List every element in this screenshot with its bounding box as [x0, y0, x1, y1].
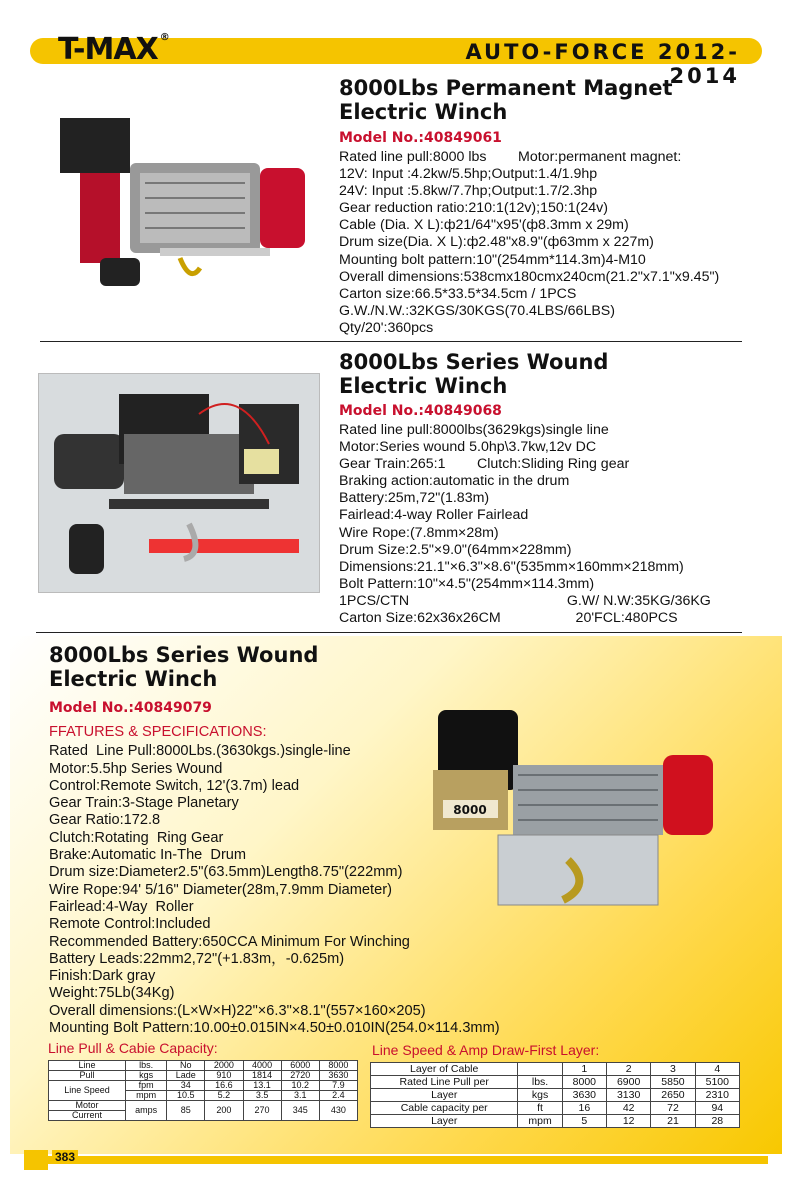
table-cell: 34: [167, 1081, 205, 1091]
spec-line: Gear Train:3-Stage Planetary: [49, 795, 239, 812]
table-line-speed: [370, 1062, 740, 1128]
spec-line: Fairlead:4-Way Roller: [49, 898, 194, 915]
spec-line: Drum size:Diameter2.5"(63.5mm)Length8.75"(222mm): [49, 864, 403, 881]
spec-line: Overall dimensions:(L×W×H)22"×6.3"×8.1"(557×160×205): [49, 1002, 426, 1019]
spec-line: Gear Ratio:172.8: [49, 812, 161, 829]
spec-line: Dimensions:21.1"×6.3"×8.6"(535mm×160mm×218mm): [339, 558, 684, 575]
spec-line: Motor:5.5hp Series Wound: [49, 760, 223, 777]
table-cell: 5100: [695, 1076, 739, 1089]
table-cell: 1: [562, 1063, 606, 1076]
table-cell: mpm: [126, 1091, 167, 1101]
table-cell: 200: [205, 1101, 243, 1121]
divider: [36, 632, 742, 633]
table-row: [49, 1071, 358, 1081]
table-cell: Lade: [167, 1071, 205, 1081]
table-cell: Pull: [49, 1071, 126, 1081]
table-cell: [518, 1063, 562, 1076]
table-cell: Layer of Cable: [371, 1063, 518, 1076]
table-2-title: Line Speed & Amp Draw-First Layer:: [372, 1042, 600, 1058]
table-cell: Motor: [49, 1101, 126, 1111]
spec-line: Remote Control:Included: [49, 916, 211, 933]
footer-tab: [24, 1150, 48, 1170]
product-3-model: Model No.:40849079: [49, 700, 212, 716]
product-2-title-line2: Electric Winch: [339, 374, 508, 398]
table-cell: 2: [607, 1063, 651, 1076]
table-cell: 8000: [319, 1061, 357, 1071]
table-cell: 16: [562, 1102, 606, 1115]
divider: [40, 341, 742, 342]
spec-line: Qty/20':360pcs: [339, 319, 434, 336]
spec-line: Carton Size:62x36x26CM 20'FCL:480PCS: [339, 610, 678, 627]
spec-line: Drum Size:2.5"×9.0"(64mm×228mm): [339, 541, 572, 558]
spec-line: Weight:75Lb(34Kg): [49, 985, 175, 1002]
table-cell: mpm: [518, 1115, 562, 1128]
spec-line: Wire Rope:94' 5/16" Diameter(28m,7.9mm Diameter): [49, 881, 392, 898]
features-title: FFATURES & SPECIFICATIONS:: [49, 724, 267, 740]
spec-line: 12V: Input :4.2kw/5.5hp;Output:1.4/1.9hp: [339, 166, 598, 183]
spec-line: G.W./N.W.:32KGS/30KGS(70.4LBS/66LBS): [339, 302, 615, 319]
table-cell: 8000: [562, 1076, 606, 1089]
table-cell: Rated Line Pull per: [371, 1076, 518, 1089]
table-row: [371, 1115, 740, 1128]
spec-line: Rated line pull:8000 lbs Motor:permanent magnet:: [339, 149, 682, 165]
table-cell: 2650: [651, 1089, 695, 1102]
spec-line: Finish:Dark gray: [49, 968, 156, 985]
spec-line: Rated line pull:8000lbs(3629kgs)single line: [339, 422, 609, 438]
table-cell: Line: [49, 1061, 126, 1071]
table-cell: 2000: [205, 1061, 243, 1071]
table-cell: 3630: [319, 1071, 357, 1081]
table-cell: 345: [281, 1101, 319, 1121]
product-2: [339, 350, 779, 627]
spec-line: 24V: Input :5.8kw/7.7hp;Output:1.7/2.3hp: [339, 183, 598, 200]
table-row: [371, 1089, 740, 1102]
table-cell: 5.2: [205, 1091, 243, 1101]
table-cell: 1814: [243, 1071, 281, 1081]
product-2-title-line1: 8000Lbs Series Wound: [339, 350, 609, 374]
spec-line: Fairlead:4-way Roller Fairlead: [339, 507, 529, 524]
table-row: [49, 1101, 358, 1111]
table-cell: No: [167, 1061, 205, 1071]
table-cell: 94: [695, 1102, 739, 1115]
spec-line: Rated Line Pull:8000Lbs.(3630kgs.)single-line: [49, 743, 351, 760]
spec-line: Brake:Automatic In-The Drum: [49, 847, 247, 864]
table-cell: ft: [518, 1102, 562, 1115]
table-cell: 5: [562, 1115, 606, 1128]
table-row: [371, 1063, 740, 1076]
table-cell: 5850: [651, 1076, 695, 1089]
table-row: [371, 1076, 740, 1089]
table-cell: kgs: [518, 1089, 562, 1102]
table-row: [371, 1102, 740, 1115]
table-cell: 6000: [281, 1061, 319, 1071]
product-3-title-line1: 8000Lbs Series Wound: [49, 643, 319, 667]
spec-line: Drum size(Dia. X L):ф2.48"x8.9"(ф63mm x 227m): [339, 234, 654, 251]
table-cell: amps: [126, 1101, 167, 1121]
table-cell: 2310: [695, 1089, 739, 1102]
table-cell: Layer: [371, 1115, 518, 1128]
product-3-drum-label: 8000: [453, 803, 487, 817]
table-cell: 2720: [281, 1071, 319, 1081]
product-2-model: Model No.:40849068: [339, 403, 502, 419]
footer-bar: [24, 1156, 768, 1164]
table-cell: 42: [607, 1102, 651, 1115]
product-photo-2: [38, 373, 320, 593]
table-cell: 4000: [243, 1061, 281, 1071]
spec-line: Gear Train:265:1 Clutch:Sliding Ring gear: [339, 456, 630, 473]
table-cell: 3630: [562, 1089, 606, 1102]
spec-line: Control:Remote Switch, 12'(3.7m) lead: [49, 777, 300, 794]
spec-line: Clutch:Rotating Ring Gear: [49, 829, 224, 846]
table-cell: Line Speed: [49, 1081, 126, 1101]
spec-line: Battery:25m,72"(1.83m): [339, 490, 490, 507]
table-cell: lbs.: [518, 1076, 562, 1089]
table-line-pull: [48, 1060, 358, 1121]
spec-line: Cable (Dia. X L):ф21/64"x95'(ф8.3mm x 29m): [339, 217, 629, 234]
spec-line: 1PCS/CTN G.W/ N.W:35KG/36KG: [339, 592, 711, 609]
spec-line: Recommended Battery:650CCA Minimum For Winching: [49, 933, 410, 950]
table-cell: 10.5: [167, 1091, 205, 1101]
table-cell: 3.1: [281, 1091, 319, 1101]
table-row: [49, 1081, 358, 1091]
table-cell: 7.9: [319, 1081, 357, 1091]
spec-line: Battery Leads:22mm2,72"(+1.83m，-0.625m): [49, 950, 345, 967]
product-1-model: Model No.:40849061: [339, 130, 502, 146]
table-cell: 12: [607, 1115, 651, 1128]
spec-line: Motor:Series wound 5.0hp\3.7kw,12v DC: [339, 439, 597, 456]
table-cell: Current: [49, 1111, 126, 1121]
table-cell: 85: [167, 1101, 205, 1121]
table-cell: 2.4: [319, 1091, 357, 1101]
table-cell: 3: [651, 1063, 695, 1076]
table-cell: 430: [319, 1101, 357, 1121]
product-1-title-line2: Electric Winch: [339, 100, 508, 124]
table-cell: 72: [651, 1102, 695, 1115]
table-cell: 4: [695, 1063, 739, 1076]
table-cell: kgs: [126, 1071, 167, 1081]
spec-line: Gear reduction ratio:210:1(12v);150:1(24v): [339, 200, 608, 217]
table-cell: 3130: [607, 1089, 651, 1102]
table-row: [49, 1061, 358, 1071]
product-photo-1: [40, 108, 330, 308]
table-cell: 16.6: [205, 1081, 243, 1091]
spec-line: Wire Rope:(7.8mm×28m): [339, 524, 499, 541]
product-3: [49, 643, 609, 1037]
table-cell: 910: [205, 1071, 243, 1081]
product-3-title-line2: Electric Winch: [49, 667, 218, 691]
table-cell: 3.5: [243, 1091, 281, 1101]
table-1-title: Line Pull & Cabie Capacity:: [48, 1040, 218, 1056]
header-title: AUTO-FORCE 2012-2014: [465, 40, 740, 88]
spec-line: Overall dimensions:538cmx180cmx240cm(21.2"x7.1"x9.45"): [339, 268, 720, 285]
table-cell: 6900: [607, 1076, 651, 1089]
spec-line: Mounting bolt pattern:10"(254mm*114.3m)4-M10: [339, 251, 646, 268]
table-cell: 270: [243, 1101, 281, 1121]
spec-line: Carton size:66.5*33.5*34.5cm / 1PCS: [339, 285, 577, 302]
product-1: [339, 76, 779, 337]
spec-line: Braking action:automatic in the drum: [339, 473, 570, 490]
spec-line: Mounting Bolt Pattern:10.00±0.015IN×4.50±0.010IN(254.0×114.3mm): [49, 1020, 500, 1037]
table-cell: Layer: [371, 1089, 518, 1102]
page-number: 383: [52, 1150, 78, 1164]
table-cell: Cable capacity per: [371, 1102, 518, 1115]
spec-line: Bolt Pattern:10"×4.5"(254mm×114.3mm): [339, 575, 595, 592]
table-cell: 21: [651, 1115, 695, 1128]
product-1-title-line1: 8000Lbs Permanent Magnet: [339, 76, 673, 100]
table-cell: fpm: [126, 1081, 167, 1091]
table-cell: lbs.: [126, 1061, 167, 1071]
brand-logo: T-MAX ®: [58, 32, 169, 67]
table-cell: 10.2: [281, 1081, 319, 1091]
table-cell: 28: [695, 1115, 739, 1128]
table-cell: 13.1: [243, 1081, 281, 1091]
